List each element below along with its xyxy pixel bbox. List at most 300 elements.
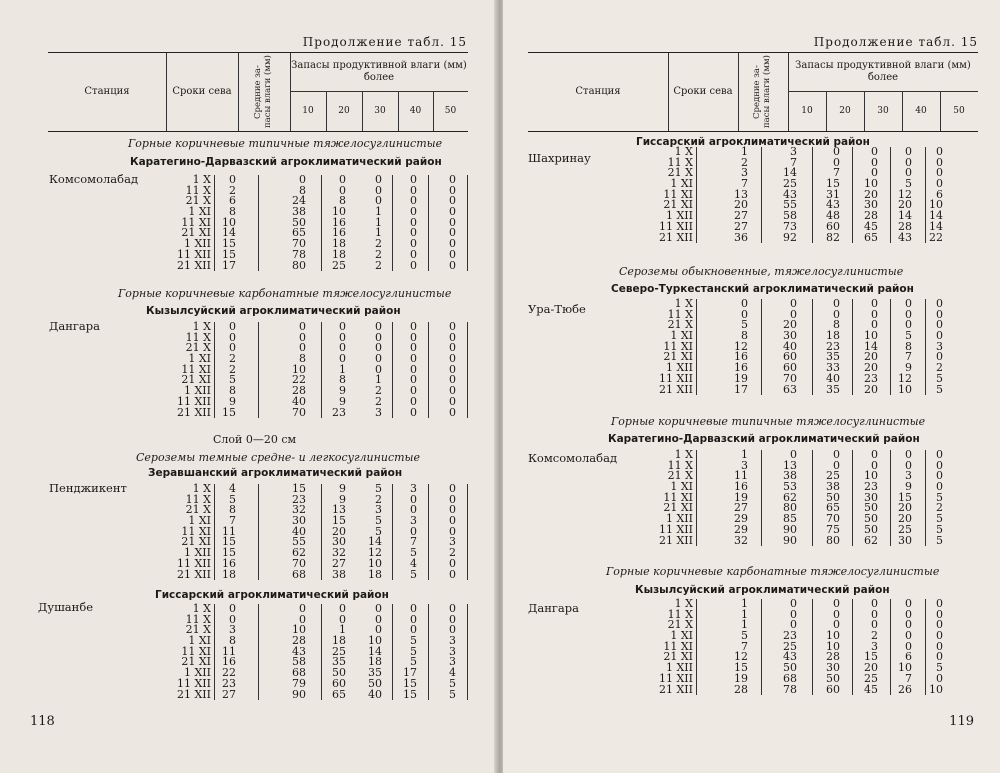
value-cell: 0 xyxy=(790,448,797,461)
value-cell: 80 xyxy=(783,501,797,515)
value-cell: 0 xyxy=(790,307,797,321)
value-cell: 68 xyxy=(292,567,306,581)
value-cell: 0 xyxy=(905,597,912,610)
station-header: Станция xyxy=(48,53,167,131)
value-cell: 10 xyxy=(864,469,878,483)
value-cell: 43 xyxy=(898,230,912,244)
sowing-date-cell: 1 XI xyxy=(188,514,211,528)
value-cell: 28 xyxy=(292,634,306,648)
value-cell: 15 xyxy=(403,676,417,690)
region-heading: Каратегино-Дарвазский агроклиматический район xyxy=(608,433,920,445)
value-cell: 43 xyxy=(292,644,306,658)
region-heading: Каратегино-Дарвазский агроклиматический район xyxy=(130,156,442,168)
value-cell: 40 xyxy=(783,339,797,353)
value-cell: 3 xyxy=(936,339,943,353)
value-cell: 5 xyxy=(741,318,748,332)
value-cell: 12 xyxy=(368,546,382,560)
value-cell: 10 xyxy=(864,329,878,343)
sowing-date-cell: 21 XII xyxy=(658,230,693,244)
sowing-dates-column xyxy=(648,599,697,695)
value-cell: 0 xyxy=(410,623,417,637)
value-cell: 0 xyxy=(871,166,878,180)
value-cell: 0 xyxy=(871,458,878,472)
value-cell: 10 xyxy=(292,623,306,637)
sowing-date-cell: 11 XII xyxy=(176,247,211,261)
sowing-date-cell: 21 XI xyxy=(663,350,693,364)
value-cell: 0 xyxy=(229,602,236,615)
sowing-date-cell: 1 X xyxy=(674,448,693,461)
sowing-date-cell: 21 XI xyxy=(663,650,693,664)
column-rule xyxy=(852,599,853,695)
value-cell: 0 xyxy=(871,448,878,461)
value-cell: 18 xyxy=(368,655,382,669)
value-cell: 11 xyxy=(222,644,236,658)
value-cell: 50 xyxy=(826,671,840,685)
value-cell: 0 xyxy=(339,173,346,186)
value-cell: 1 xyxy=(741,618,748,632)
value-cell: 0 xyxy=(339,183,346,197)
value-cell: 5 xyxy=(410,567,417,581)
value-cell: 0 xyxy=(449,183,456,197)
value-cell: 5 xyxy=(936,522,943,536)
value-cell: 62 xyxy=(292,546,306,560)
value-cell: 13 xyxy=(783,458,797,472)
average-header: Средние за- пасы влаги (мм) xyxy=(253,55,273,129)
sowing-date-cell: 1 XI xyxy=(670,329,693,343)
value-cell: 62 xyxy=(783,490,797,504)
value-cell: 70 xyxy=(292,237,306,251)
values-column-c20 xyxy=(810,450,840,546)
value-cell: 78 xyxy=(783,682,797,696)
value-cell: 0 xyxy=(936,458,943,472)
value-cell: 1 xyxy=(375,226,382,240)
value-cell: 0 xyxy=(449,394,456,408)
sowing-date-cell: 1 X xyxy=(192,320,211,333)
value-cell: 29 xyxy=(734,522,748,536)
value-cell: 48 xyxy=(826,209,840,223)
value-cell: 10 xyxy=(332,205,346,219)
value-cell: 58 xyxy=(783,209,797,223)
sowing-date-cell: 11 XII xyxy=(658,219,693,233)
value-cell: 0 xyxy=(936,166,943,180)
value-cell: 0 xyxy=(936,671,943,685)
value-cell: 0 xyxy=(375,362,382,376)
value-cell: 0 xyxy=(299,341,306,355)
column-rule xyxy=(467,322,468,418)
value-cell: 0 xyxy=(936,639,943,653)
sowing-date-cell: 21 X xyxy=(667,166,693,180)
value-cell: 27 xyxy=(222,687,236,701)
value-cell: 20 xyxy=(734,198,748,212)
sowing-dates-column xyxy=(648,147,697,243)
value-cell: 60 xyxy=(826,219,840,233)
value-cell: 5 xyxy=(936,371,943,385)
value-cell: 0 xyxy=(449,602,456,615)
sowing-date-cell: 11 XII xyxy=(658,522,693,536)
value-cell: 0 xyxy=(936,145,943,158)
value-cell: 16 xyxy=(734,350,748,364)
value-cell: 27 xyxy=(332,556,346,570)
value-cell: 0 xyxy=(229,612,236,626)
value-cell: 5 xyxy=(741,629,748,643)
value-cell: 0 xyxy=(449,492,456,506)
value-cell: 9 xyxy=(339,384,346,398)
value-cell: 2 xyxy=(375,258,382,272)
column-rule xyxy=(258,604,259,700)
value-cell: 0 xyxy=(905,639,912,653)
value-cell: 0 xyxy=(375,623,382,637)
value-cell: 0 xyxy=(936,350,943,364)
value-cell: 24 xyxy=(292,194,306,208)
sowing-date-cell: 11 XII xyxy=(176,556,211,570)
value-cell: 15 xyxy=(332,514,346,528)
value-cell: 23 xyxy=(292,492,306,506)
value-cell: 2 xyxy=(936,361,943,375)
value-cell: 18 xyxy=(332,237,346,251)
value-cell: 38 xyxy=(332,567,346,581)
value-cell: 90 xyxy=(783,522,797,536)
sowing-date-cell: 1 X xyxy=(674,597,693,610)
column-rule xyxy=(428,175,429,271)
value-cell: 0 xyxy=(833,307,840,321)
value-cell: 43 xyxy=(783,187,797,201)
value-cell: 1 xyxy=(375,205,382,219)
value-cell: 2 xyxy=(229,183,236,197)
sowing-date-cell: 21 XII xyxy=(658,533,693,547)
value-cell: 18 xyxy=(222,567,236,581)
value-cell: 90 xyxy=(783,533,797,547)
value-cell: 0 xyxy=(410,373,417,387)
region-heading: Гиссарский агроклиматический район xyxy=(636,136,870,148)
sowing-date-cell: 21 XII xyxy=(176,567,211,581)
value-cell: 5 xyxy=(410,644,417,658)
value-cell: 13 xyxy=(734,187,748,201)
value-cell: 75 xyxy=(826,522,840,536)
value-cell: 55 xyxy=(292,535,306,549)
value-cell: 0 xyxy=(905,145,912,158)
sowing-date-cell: 21 XII xyxy=(176,405,211,419)
sowing-date-cell: 1 XII xyxy=(183,666,211,680)
values-column-c10 xyxy=(276,484,306,580)
column-rule xyxy=(852,450,853,546)
value-cell: 11 xyxy=(222,524,236,538)
value-cell: 23 xyxy=(222,676,236,690)
value-cell: 20 xyxy=(864,350,878,364)
value-cell: 19 xyxy=(734,490,748,504)
col-header-50: 50 xyxy=(444,106,457,116)
value-cell: 0 xyxy=(905,297,912,310)
column-rule xyxy=(467,484,468,580)
value-cell: 0 xyxy=(410,247,417,261)
value-cell: 65 xyxy=(292,226,306,240)
value-cell: 43 xyxy=(826,198,840,212)
value-cell: 3 xyxy=(410,514,417,528)
value-cell: 0 xyxy=(449,330,456,344)
sowing-date-cell: 1 X xyxy=(192,173,211,186)
value-cell: 8 xyxy=(229,503,236,517)
value-cell: 79 xyxy=(292,676,306,690)
value-cell: 15 xyxy=(864,650,878,664)
value-cell: 0 xyxy=(410,320,417,333)
col-header-40: 40 xyxy=(398,91,434,131)
value-cell: 0 xyxy=(936,307,943,321)
value-cell: 5 xyxy=(936,661,943,675)
value-cell: 1 xyxy=(339,623,346,637)
value-cell: 7 xyxy=(741,639,748,653)
value-cell: 0 xyxy=(905,307,912,321)
values-column-c50 xyxy=(913,450,943,546)
values-column-c50 xyxy=(426,175,456,271)
column-rule xyxy=(761,299,762,395)
value-cell: 1 xyxy=(339,362,346,376)
sowing-date-cell: 1 XII xyxy=(665,661,693,675)
value-cell: 0 xyxy=(936,480,943,494)
column-rule xyxy=(812,450,813,546)
value-cell: 0 xyxy=(905,458,912,472)
value-cell: 50 xyxy=(864,501,878,515)
value-cell: 12 xyxy=(898,187,912,201)
sowing-date-cell: 11 XI xyxy=(181,362,211,376)
sowing-date-cell: 11 XI xyxy=(663,490,693,504)
value-cell: 23 xyxy=(864,371,878,385)
value-cell: 15 xyxy=(222,237,236,251)
sowing-date-cell: 11 X xyxy=(667,307,693,321)
station-name: Дангара xyxy=(528,601,579,615)
values-column-c50 xyxy=(913,147,943,243)
value-cell: 14 xyxy=(783,166,797,180)
value-cell: 0 xyxy=(833,155,840,169)
sowing-date-cell: 11 XI xyxy=(181,644,211,658)
sowing-date-cell: 21 X xyxy=(185,194,211,208)
value-cell: 6 xyxy=(905,650,912,664)
value-cell: 0 xyxy=(905,318,912,332)
station-name: Дангара xyxy=(49,319,100,333)
column-rule xyxy=(392,484,393,580)
sowing-date-cell: 1 X xyxy=(192,482,211,495)
sowing-date-cell: 1 XI xyxy=(670,629,693,643)
column-rule xyxy=(890,599,891,695)
column-rule xyxy=(852,299,853,395)
value-cell: 35 xyxy=(826,350,840,364)
sowing-date-cell: 1 XII xyxy=(665,512,693,526)
value-cell: 16 xyxy=(734,480,748,494)
value-cell: 32 xyxy=(332,546,346,560)
value-cell: 3 xyxy=(741,166,748,180)
value-cell: 3 xyxy=(449,655,456,669)
value-cell: 15 xyxy=(222,247,236,261)
value-cell: 0 xyxy=(449,482,456,495)
value-cell: 50 xyxy=(864,512,878,526)
value-cell: 0 xyxy=(449,556,456,570)
value-cell: 50 xyxy=(292,215,306,229)
value-cell: 45 xyxy=(864,219,878,233)
region-heading: Гиссарский агроклиматический район xyxy=(155,589,389,601)
value-cell: 2 xyxy=(375,237,382,251)
value-cell: 45 xyxy=(864,682,878,696)
value-cell: 30 xyxy=(898,533,912,547)
sowing-date-cell: 11 XI xyxy=(663,339,693,353)
value-cell: 28 xyxy=(734,682,748,696)
value-cell: 8 xyxy=(229,384,236,398)
col-header-20: 20 xyxy=(326,91,363,131)
value-cell: 10 xyxy=(864,177,878,191)
value-cell: 0 xyxy=(905,618,912,632)
value-cell: 9 xyxy=(905,480,912,494)
value-cell: 19 xyxy=(734,671,748,685)
value-cell: 0 xyxy=(936,297,943,310)
value-cell: 0 xyxy=(375,612,382,626)
value-cell: 17 xyxy=(734,382,748,396)
value-cell: 70 xyxy=(292,556,306,570)
value-cell: 0 xyxy=(449,514,456,528)
value-cell: 7 xyxy=(741,177,748,191)
value-cell: 8 xyxy=(905,339,912,353)
value-cell: 8 xyxy=(229,205,236,219)
value-cell: 0 xyxy=(449,612,456,626)
value-cell: 0 xyxy=(871,145,878,158)
values-column-c30 xyxy=(352,322,382,418)
value-cell: 8 xyxy=(833,318,840,332)
column-rule xyxy=(428,322,429,418)
value-cell: 8 xyxy=(741,329,748,343)
values-column-c10 xyxy=(276,322,306,418)
value-cell: 0 xyxy=(790,297,797,310)
value-cell: 0 xyxy=(833,597,840,610)
value-cell: 0 xyxy=(375,183,382,197)
value-cell: 0 xyxy=(339,612,346,626)
values-column-mean xyxy=(206,604,236,700)
col-header-10: 10 xyxy=(788,91,827,131)
sowing-date-cell: 1 XII xyxy=(665,361,693,375)
value-cell: 0 xyxy=(410,524,417,538)
sowing-date-cell: 11 XI xyxy=(181,215,211,229)
value-cell: 0 xyxy=(410,492,417,506)
value-cell: 9 xyxy=(229,394,236,408)
value-cell: 14 xyxy=(864,339,878,353)
sowing-date-cell: 21 X xyxy=(667,618,693,632)
value-cell: 5 xyxy=(936,382,943,396)
values-column-mean xyxy=(718,599,748,695)
value-cell: 9 xyxy=(339,492,346,506)
layer-heading: Слой 0—20 см xyxy=(213,433,297,446)
value-cell: 0 xyxy=(936,329,943,343)
value-cell: 5 xyxy=(410,634,417,648)
value-cell: 7 xyxy=(229,514,236,528)
value-cell: 0 xyxy=(339,352,346,366)
running-head: Продолжение табл. 15 xyxy=(813,35,978,49)
value-cell: 23 xyxy=(783,629,797,643)
value-cell: 0 xyxy=(229,320,236,333)
station-header: Станция xyxy=(528,53,669,131)
soil-type-heading: Горные коричневые карбонатные тяжелосуглинистые xyxy=(606,565,940,578)
reserves-header: Запасы продуктивной влаги (мм) более xyxy=(290,53,468,92)
value-cell: 32 xyxy=(292,503,306,517)
value-cell: 2 xyxy=(375,394,382,408)
value-cell: 0 xyxy=(936,629,943,643)
value-cell: 65 xyxy=(864,230,878,244)
value-cell: 0 xyxy=(936,650,943,664)
sowing-header: Сроки сева xyxy=(668,53,739,131)
value-cell: 14 xyxy=(368,535,382,549)
value-cell: 18 xyxy=(332,634,346,648)
value-cell: 20 xyxy=(864,187,878,201)
values-column-c20 xyxy=(810,147,840,243)
value-cell: 0 xyxy=(871,597,878,610)
value-cell: 5 xyxy=(410,655,417,669)
value-cell: 2 xyxy=(936,501,943,515)
value-cell: 0 xyxy=(410,612,417,626)
value-cell: 43 xyxy=(783,650,797,664)
value-cell: 3 xyxy=(375,405,382,419)
sowing-date-cell: 21 XI xyxy=(181,226,211,240)
value-cell: 0 xyxy=(871,618,878,632)
value-cell: 68 xyxy=(292,666,306,680)
value-cell: 27 xyxy=(734,219,748,233)
value-cell: 0 xyxy=(449,226,456,240)
value-cell: 30 xyxy=(332,535,346,549)
value-cell: 10 xyxy=(368,634,382,648)
sowing-dates-column xyxy=(648,299,697,395)
right-page xyxy=(503,0,1000,773)
values-column-c20 xyxy=(810,599,840,695)
value-cell: 2 xyxy=(871,629,878,643)
column-rule xyxy=(321,175,322,271)
value-cell: 0 xyxy=(449,623,456,637)
value-cell: 0 xyxy=(410,173,417,186)
value-cell: 27 xyxy=(734,501,748,515)
sowing-date-cell: 11 XII xyxy=(658,671,693,685)
value-cell: 15 xyxy=(898,490,912,504)
value-cell: 4 xyxy=(410,556,417,570)
value-cell: 12 xyxy=(734,650,748,664)
value-cell: 25 xyxy=(783,177,797,191)
value-cell: 14 xyxy=(898,209,912,223)
value-cell: 30 xyxy=(292,514,306,528)
value-cell: 82 xyxy=(826,230,840,244)
column-rule xyxy=(925,450,926,546)
value-cell: 0 xyxy=(449,362,456,376)
value-cell: 5 xyxy=(936,512,943,526)
values-column-c50 xyxy=(426,604,456,700)
col-header-30: 30 xyxy=(864,91,903,131)
value-cell: 25 xyxy=(898,522,912,536)
col-header-50: 50 xyxy=(953,106,965,116)
value-cell: 50 xyxy=(368,676,382,690)
value-cell: 65 xyxy=(332,687,346,701)
value-cell: 0 xyxy=(449,237,456,251)
sowing-date-cell: 21 XI xyxy=(181,535,211,549)
soil-type-heading: Сероземы темные средне- и легкосуглинистые xyxy=(136,451,421,464)
value-cell: 0 xyxy=(449,503,456,517)
value-cell: 6 xyxy=(229,194,236,208)
sowing-date-cell: 11 X xyxy=(185,330,211,344)
values-column-c10 xyxy=(767,599,797,695)
values-column-c30 xyxy=(352,175,382,271)
value-cell: 0 xyxy=(449,352,456,366)
value-cell: 25 xyxy=(783,639,797,653)
value-cell: 8 xyxy=(339,194,346,208)
sowing-date-cell: 1 X xyxy=(674,297,693,310)
value-cell: 0 xyxy=(339,320,346,333)
value-cell: 16 xyxy=(332,226,346,240)
value-cell: 55 xyxy=(783,198,797,212)
column-rule xyxy=(321,484,322,580)
column-rule xyxy=(392,604,393,700)
sowing-date-cell: 1 X xyxy=(674,145,693,158)
value-cell: 16 xyxy=(222,655,236,669)
value-cell: 0 xyxy=(375,352,382,366)
value-cell: 0 xyxy=(833,618,840,632)
